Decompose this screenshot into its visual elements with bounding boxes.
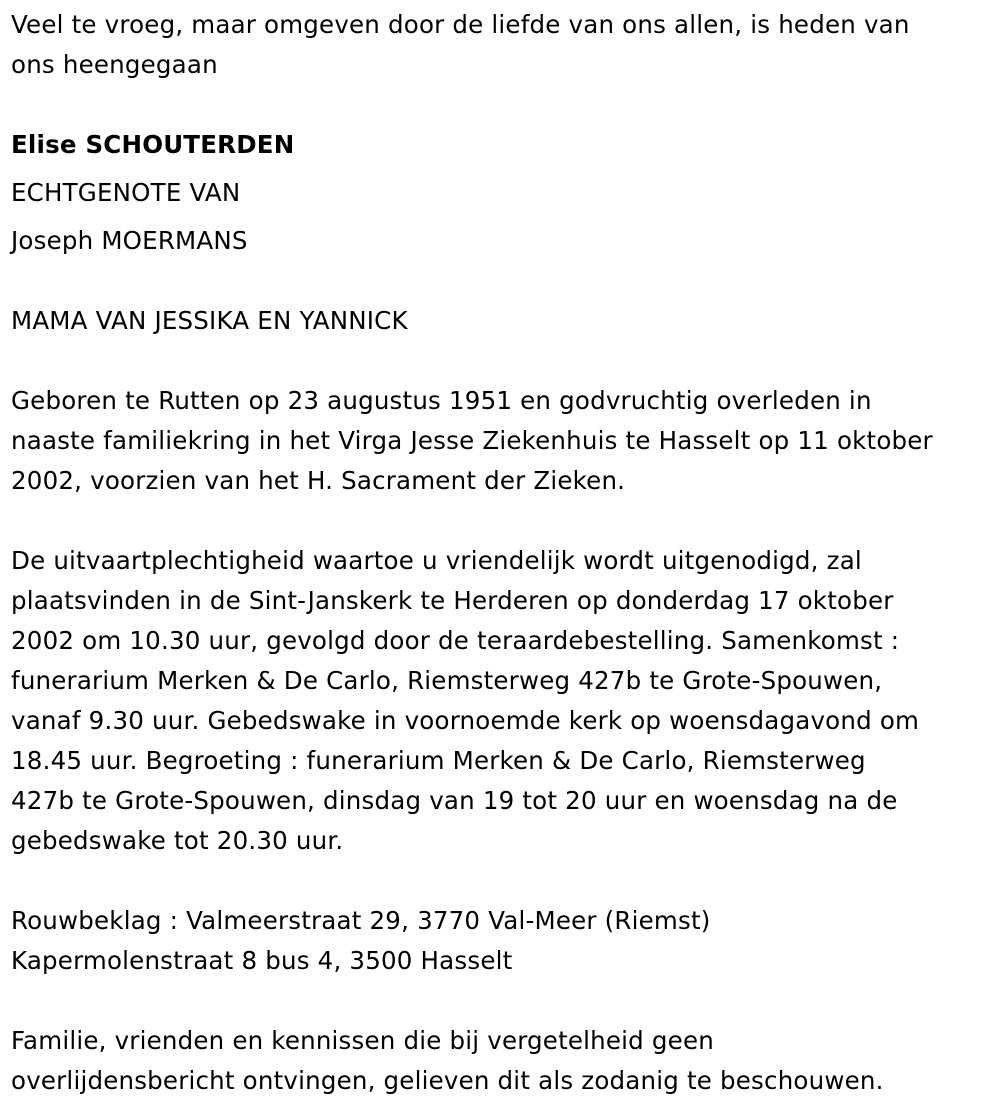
closing-line-1: Familie, vrienden en kennissen die bij vergetelheid geen [11,1026,714,1055]
condolences-line-2: Kapermolenstraat 8 bus 4, 3500 Hasselt [11,946,513,975]
intro-line-2: ons heengegaan [11,50,218,79]
funeral-line-7: 427b te Grote-Spouwen, dinsdag van 19 tot 20 uur en woensdag na de [11,786,898,815]
spouse-name: Joseph MOERMANS [11,226,248,255]
funeral-line-6: 18.45 uur. Begroeting : funerarium Merken & De Carlo, Riemsterweg [11,746,866,775]
deceased-name: Elise SCHOUTERDEN [11,130,295,159]
funeral-line-2: plaatsvinden in de Sint-Janskerk te Herderen op donderdag 17 oktober [11,586,894,615]
intro-line-1: Veel te vroeg, maar omgeven door de liefde van ons allen, is heden van [11,10,910,39]
relation-label: ECHTGENOTE VAN [11,178,241,207]
condolences-line-1: Rouwbeklag : Valmeerstraat 29, 3770 Val-Meer (Riemst) [11,906,711,935]
closing-line-2: overlijdensbericht ontvingen, gelieven dit als zodanig te beschouwen. [11,1066,884,1095]
funeral-line-5: vanaf 9.30 uur. Gebedswake in voornoemde kerk op woensdagavond om [11,706,920,735]
birth-death-line-3: 2002, voorzien van het H. Sacrament der Zieken. [11,466,626,495]
children-line: MAMA VAN JESSIKA EN YANNICK [11,306,408,335]
birth-death-line-2: naaste familiekring in het Virga Jesse Ziekenhuis te Hasselt op 11 oktober [11,426,933,455]
funeral-line-1: De uitvaartplechtigheid waartoe u vriendelijk wordt uitgenodigd, zal [11,546,862,575]
birth-death-line-1: Geboren te Rutten op 23 augustus 1951 en godvruchtig overleden in [11,386,872,415]
funeral-line-4: funerarium Merken & De Carlo, Riemsterweg 427b te Grote-Spouwen, [11,666,883,695]
funeral-line-8: gebedswake tot 20.30 uur. [11,826,344,855]
funeral-line-3: 2002 om 10.30 uur, gevolgd door de teraardebestelling. Samenkomst : [11,626,900,655]
